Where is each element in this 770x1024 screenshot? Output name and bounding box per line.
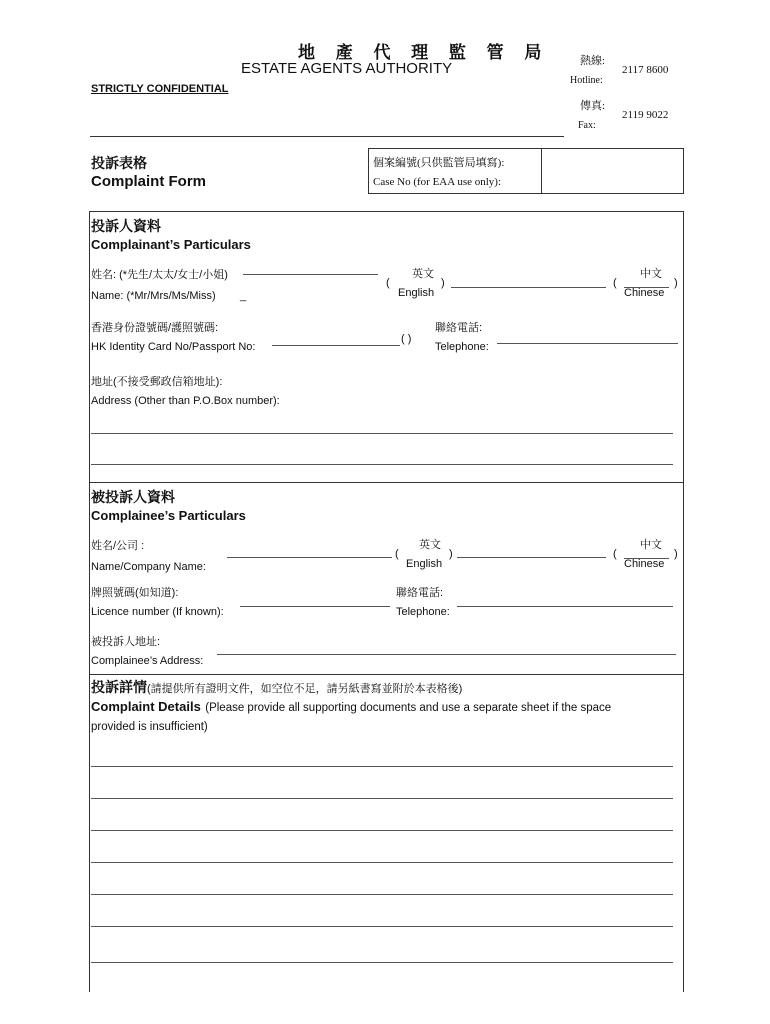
paren-close: ): [674, 277, 678, 289]
complainee-tel-label-cn: 聯絡電話:: [396, 587, 444, 599]
case-no-divider: [541, 148, 542, 193]
details-line[interactable]: [91, 894, 673, 895]
complainant-address-line[interactable]: [91, 433, 673, 434]
details-heading-cn-note: (請提供所有證明文件，如空位不足，請另紙書寫並附於本表格後): [147, 683, 463, 695]
case-no-input[interactable]: [546, 152, 678, 188]
complainee-name-chinese-field[interactable]: [624, 558, 669, 559]
complainee-name-label-en: Name/Company Name:: [91, 561, 206, 573]
org-name-cn: 地 產 代 理 監 管 局: [298, 43, 550, 62]
details-heading-en-note: (Please provide all supporting documents and use a separate sheet if the space: [205, 702, 612, 714]
complainant-id-label-en: HK Identity Card No/Passport No:: [91, 341, 256, 353]
complainant-name-chinese-field[interactable]: [624, 287, 669, 288]
section-divider-1: [89, 482, 683, 483]
paren-open: (: [613, 548, 617, 560]
complainee-name-label-cn: 姓名/公司 :: [91, 540, 145, 552]
complainant-tel-field[interactable]: [497, 343, 678, 344]
details-heading-en: Complaint Details: [91, 699, 201, 714]
org-name-en: ESTATE AGENTS AUTHORITY: [241, 60, 453, 77]
complainee-name-english-field[interactable]: [457, 557, 606, 558]
complainee-address-label-cn: 被投訴人地址:: [91, 636, 161, 648]
complainant-english-cn: 英文: [412, 268, 434, 280]
complainant-chinese-en: Chinese: [624, 287, 665, 299]
form-title-cn: 投訴表格: [91, 155, 147, 171]
complainant-heading-cn: 投訴人資料: [91, 218, 161, 234]
details-line[interactable]: [91, 830, 673, 831]
details-line[interactable]: [91, 798, 673, 799]
complainant-name-prefix-field[interactable]: [243, 274, 378, 275]
complainant-id-label-cn: 香港身份證號碼/護照號碼:: [91, 322, 219, 334]
complainant-address-label-en: Address (Other than P.O.Box number):: [91, 395, 280, 407]
confidential-label: STRICTLY CONFIDENTIAL: [91, 83, 229, 95]
complainee-address-label-en: Complainee’s Address:: [91, 655, 204, 667]
details-line[interactable]: [91, 926, 673, 927]
details-heading-cn-row: [91, 677, 462, 697]
hotline-label-cn: 熱線:: [580, 55, 606, 67]
paren-open: (: [386, 277, 390, 289]
paren-close: ): [441, 277, 445, 289]
fax-number: 2119 9022: [622, 109, 669, 121]
paren-open: (: [395, 548, 399, 560]
paren-close: ): [674, 548, 678, 560]
complainee-tel-label-en: Telephone:: [396, 606, 450, 618]
complainee-heading-cn: 被投訴人資料: [91, 489, 175, 505]
complainee-english-en: English: [406, 558, 443, 570]
section-divider-2: [89, 674, 683, 675]
complainee-licence-field[interactable]: [240, 606, 390, 607]
paren-open: (: [613, 277, 617, 289]
paren-close: ): [449, 548, 453, 560]
complainant-id-check-digit[interactable]: ( ): [401, 333, 412, 345]
details-heading-cn: 投訴詳情: [91, 679, 147, 695]
hotline-label-en: Hotline:: [570, 75, 603, 86]
complainant-tel-label-cn: 聯絡電話:: [435, 322, 483, 334]
details-heading-en-note-2: provided is insufficient): [91, 721, 208, 733]
complainant-english-en: English: [398, 287, 435, 299]
hotline-number: 2117 8600: [622, 64, 669, 76]
case-no-label-cn: 個案編號(只供監管局填寫):: [373, 157, 505, 169]
complainant-heading-en: Complainant’s Particulars: [91, 237, 251, 252]
complainant-name-label-en: Name: (*Mr/Mrs/Ms/Miss): [91, 290, 216, 302]
details-line[interactable]: [91, 862, 673, 863]
details-line[interactable]: [91, 962, 673, 963]
header-divider: [90, 136, 564, 137]
complainee-licence-label-en: Licence number (If known):: [91, 606, 224, 618]
complainee-heading-en: Complainee’s Particulars: [91, 508, 246, 523]
complainee-tel-field[interactable]: [457, 606, 673, 607]
form-title-en: Complaint Form: [91, 173, 206, 190]
details-line[interactable]: [91, 766, 673, 767]
case-no-label-en: Case No (for EAA use only):: [373, 176, 502, 188]
complainant-address-line[interactable]: [91, 464, 673, 465]
complainee-chinese-en: Chinese: [624, 558, 665, 570]
complainant-name-english-field[interactable]: [451, 287, 606, 288]
fax-label-en: Fax:: [578, 120, 596, 131]
complainant-id-field[interactable]: [272, 345, 400, 346]
details-heading-en-row: [91, 698, 611, 716]
complainant-address-label-cn: 地址(不接受郵政信箱地址):: [91, 376, 223, 388]
fax-label-cn: 傳真:: [580, 100, 606, 112]
complainee-name-prefix-field[interactable]: [227, 557, 392, 558]
complainant-chinese-cn: 中文: [640, 268, 662, 280]
complainant-name-label-cn: 姓名: (*先生/太太/女士/小姐): [91, 269, 228, 281]
complainee-chinese-cn: 中文: [640, 539, 662, 551]
complainee-address-field[interactable]: [217, 654, 676, 655]
complainee-licence-label-cn: 牌照號碼(如知道):: [91, 587, 179, 599]
complainee-english-cn: 英文: [419, 539, 441, 551]
complainant-name-dash: _: [240, 290, 247, 302]
complainant-tel-label-en: Telephone:: [435, 341, 489, 353]
